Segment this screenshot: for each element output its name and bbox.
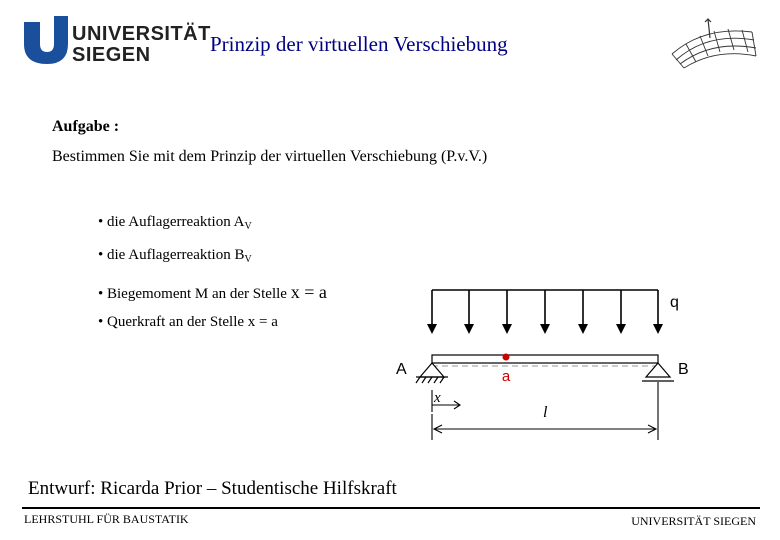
- load-label: q: [670, 294, 679, 311]
- university-logo-text: [72, 24, 211, 65]
- bullet-text: • die Auflagerreaktion A: [98, 214, 245, 230]
- bullet-text: • Querkraft an der Stelle x = a: [98, 314, 278, 330]
- length-label: l: [543, 404, 548, 421]
- page-title: Prinzip der virtuellen Verschiebung: [210, 32, 508, 56]
- support-b-label: B: [678, 361, 689, 378]
- bullet-bending-moment: [98, 282, 327, 303]
- distributed-load: [427, 290, 663, 334]
- footer-divider: [22, 507, 760, 509]
- support-a-label: A: [396, 361, 407, 378]
- bullet-reaction-a: [98, 214, 252, 232]
- footer-university-name: UNIVERSITÄT SIEGEN: [631, 514, 756, 528]
- task-intro-text: Bestimmen Sie mit dem Prinzip der virtuellen Verschiebung (P.v.V.): [52, 148, 488, 165]
- university-logo-mark-icon: [20, 14, 72, 66]
- bullet-text: • Biegemoment M an der Stelle: [98, 286, 291, 302]
- mesh-surface-icon: [664, 14, 760, 70]
- bullet-reaction-b: [98, 247, 252, 265]
- bullet-text: • die Auflagerreaktion B: [98, 247, 245, 263]
- logo-line-siegen: SIEGEN: [72, 44, 151, 66]
- footer-chair-name: LEHRSTUHL FÜR BAUSTATIK: [24, 512, 189, 526]
- x-label: x: [434, 390, 441, 406]
- bullet-shear-force: [98, 314, 278, 331]
- logo-line-university: UNIVERSITÄT: [72, 23, 211, 45]
- draft-credit: Entwurf: Ricarda Prior – Studentische Hilfskraft: [28, 478, 397, 499]
- bullet-subscript: V: [244, 254, 252, 265]
- load-arrows: [427, 290, 663, 334]
- bullet-math: x = a: [290, 282, 327, 302]
- task-heading: Aufgabe :: [52, 118, 120, 135]
- point-a-label: a: [501, 368, 511, 385]
- bullet-subscript: V: [244, 221, 252, 232]
- beam: [432, 355, 658, 363]
- point-a-marker: [503, 354, 510, 361]
- beam-diagram: [390, 282, 700, 442]
